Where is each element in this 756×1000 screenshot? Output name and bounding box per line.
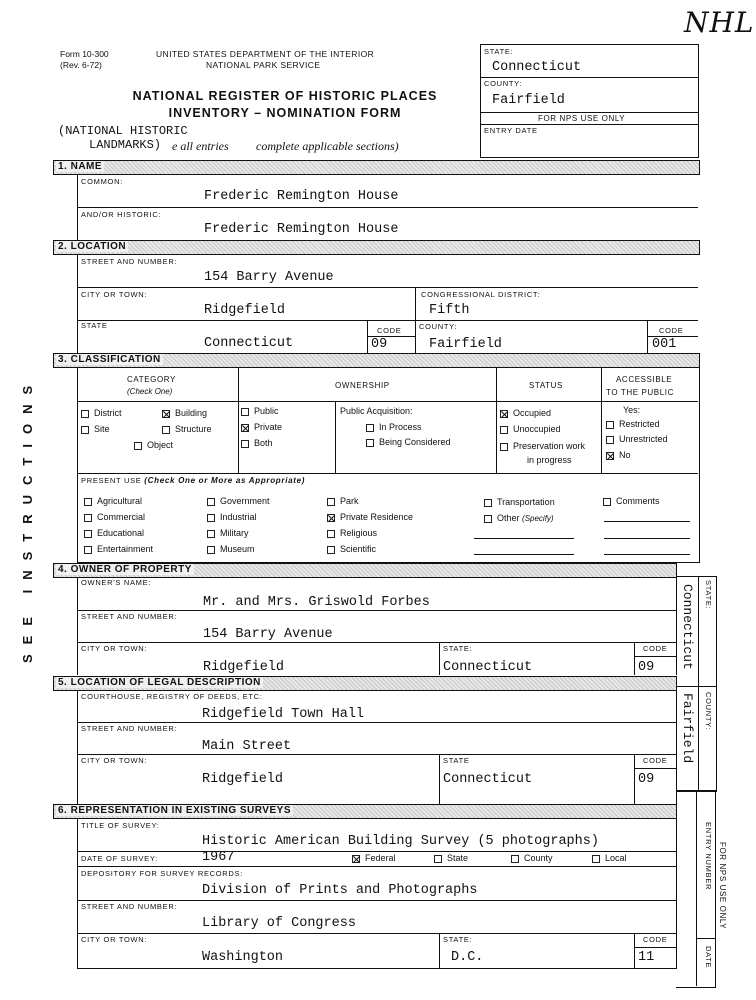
entry-date-label: ENTRY DATE	[484, 126, 538, 135]
common-name[interactable]: Frederic Remington House	[204, 189, 399, 204]
object-checkbox[interactable]: Object	[134, 440, 173, 450]
yes-label: Yes:	[623, 405, 641, 415]
form-title: NATIONAL REGISTER OF HISTORIC PLACES	[132, 89, 438, 103]
use-industrial[interactable]: Industrial	[207, 512, 257, 522]
survey-city[interactable]: Washington	[202, 950, 284, 965]
side-county-label: COUNTY:	[704, 692, 713, 731]
historic-name[interactable]: Frederic Remington House	[204, 222, 399, 237]
legal-city-label: CITY OR TOWN:	[81, 756, 148, 765]
handwritten-note: NHL	[684, 6, 755, 39]
header-county-label: COUNTY:	[484, 79, 523, 88]
legal-code[interactable]: 09	[638, 772, 655, 787]
legal-code-label: CODE	[643, 756, 668, 765]
section-6-header: 6. REPRESENTATION IN EXISTING SURVEYS	[53, 804, 677, 819]
side-county-value: Fairfield	[680, 693, 695, 764]
use-entertainment[interactable]: Entertainment	[84, 544, 153, 554]
county-code[interactable]: 001	[652, 337, 677, 352]
section-3-header: 3. CLASSIFICATION	[53, 353, 700, 368]
loc-county-label: COUNTY:	[419, 322, 458, 331]
occupied-checkbox[interactable]: Occupied	[500, 408, 551, 418]
survey-city-label: CITY OR TOWN:	[81, 935, 148, 944]
owner-code[interactable]: 09	[638, 660, 655, 675]
owner-state-label: STATE:	[443, 644, 473, 653]
loc-state-label: STATE	[81, 321, 108, 330]
common-label: COMMON:	[81, 177, 123, 186]
form-number: Form 10-300	[60, 49, 109, 59]
both-checkbox[interactable]: Both	[241, 438, 273, 448]
survey-date[interactable]: 1967	[202, 850, 235, 865]
county-code-label: CODE	[659, 326, 684, 335]
unoccupied-checkbox[interactable]: Unoccupied	[500, 424, 561, 434]
nhl-stamp-2: LANDMARKS)	[89, 138, 162, 152]
restricted-checkbox[interactable]: Restricted	[606, 419, 660, 429]
owner-code-label: CODE	[643, 644, 668, 653]
use-transportation[interactable]: Transportation	[484, 497, 555, 507]
survey-date-label: DATE OF SURVEY:	[81, 854, 158, 863]
use-military[interactable]: Military	[207, 528, 249, 538]
category-label: CATEGORY	[127, 375, 176, 384]
owner-city-label: CITY OR TOWN:	[81, 644, 148, 653]
loc-city[interactable]: Ridgefield	[204, 303, 286, 318]
form-revision: (Rev. 6-72)	[60, 60, 102, 70]
owner-state[interactable]: Connecticut	[443, 660, 533, 675]
preservation-checkbox[interactable]: Preservation work	[500, 441, 585, 451]
building-checkbox[interactable]: Building	[162, 408, 207, 418]
owner-name[interactable]: Mr. and Mrs. Griswold Forbes	[203, 595, 430, 610]
survey-street[interactable]: Library of Congress	[202, 916, 356, 931]
survey-code[interactable]: 11	[638, 950, 655, 965]
side-state-label: STATE:	[704, 580, 713, 610]
use-museum[interactable]: Museum	[207, 544, 255, 554]
side-date-label: DATE	[704, 946, 713, 969]
use-private-residence[interactable]: Private Residence	[327, 512, 413, 522]
accessible-label: ACCESSIBLE	[616, 375, 673, 384]
use-park[interactable]: Park	[327, 496, 359, 506]
depository[interactable]: Division of Prints and Photographs	[202, 883, 478, 898]
side-nps-only: FOR NPS USE ONLY	[718, 842, 727, 930]
section-5-header: 5. LOCATION OF LEGAL DESCRIPTION	[53, 676, 677, 691]
check-one: (Check One)	[127, 387, 173, 396]
legal-city[interactable]: Ridgefield	[202, 772, 284, 787]
instructions-2: complete applicable sections)	[256, 139, 399, 153]
service: NATIONAL PARK SERVICE	[206, 60, 321, 70]
legal-state-label: STATE	[443, 756, 470, 765]
use-other[interactable]: Other (Specify)	[484, 513, 554, 523]
owner-name-label: OWNER'S NAME:	[81, 578, 152, 587]
loc-county[interactable]: Fairfield	[429, 337, 502, 352]
use-educational[interactable]: Educational	[84, 528, 144, 538]
historic-label: AND/OR HISTORIC:	[81, 210, 162, 219]
use-agricultural[interactable]: Agricultural	[84, 496, 142, 506]
use-religious[interactable]: Religious	[327, 528, 377, 538]
nhl-stamp: (NATIONAL HISTORIC	[58, 124, 188, 138]
side-state-value: Connecticut	[680, 584, 695, 670]
nps-use-only: FOR NPS USE ONLY	[538, 114, 626, 123]
courthouse-label: COURTHOUSE, REGISTRY OF DEEDS, ETC:	[81, 692, 263, 701]
accessible-label-2: TO THE PUBLIC	[606, 388, 674, 397]
county-checkbox[interactable]: County	[511, 853, 553, 863]
legal-street[interactable]: Main Street	[202, 739, 292, 754]
entry-number-label: ENTRY NUMBER	[704, 822, 713, 891]
survey-title[interactable]: Historic American Building Survey (5 photographs)	[202, 834, 599, 849]
local-checkbox[interactable]: Local	[592, 853, 627, 863]
ownership-label: OWNERSHIP	[335, 381, 390, 390]
depository-label: DEPOSITORY FOR SURVEY RECORDS:	[81, 869, 244, 878]
in-progress-label: in progress	[527, 455, 572, 465]
survey-state-label: STATE:	[443, 935, 473, 944]
state-checkbox[interactable]: State	[434, 853, 468, 863]
owner-city[interactable]: Ridgefield	[203, 660, 285, 675]
survey-street-label: STREET AND NUMBER:	[81, 902, 178, 911]
survey-title-label: TITLE OF SURVEY:	[81, 821, 160, 830]
loc-street[interactable]: 154 Barry Avenue	[204, 270, 334, 285]
private-checkbox[interactable]: Private	[241, 422, 282, 432]
section-1-header: 1. NAME	[53, 160, 700, 175]
loc-code-label: CODE	[377, 326, 402, 335]
unrestricted-checkbox[interactable]: Unrestricted	[606, 434, 668, 444]
no-checkbox[interactable]: No	[606, 450, 631, 460]
use-comments[interactable]: Comments	[603, 496, 660, 506]
header-state-label: STATE:	[484, 47, 514, 56]
legal-state[interactable]: Connecticut	[443, 772, 533, 787]
present-use-label: PRESENT USE (Check One or More as Appropriate)	[81, 476, 306, 485]
in-process-checkbox[interactable]: In Process	[366, 422, 422, 432]
loc-code[interactable]: 09	[371, 337, 388, 352]
header-county-value: Fairfield	[492, 93, 565, 108]
courthouse[interactable]: Ridgefield Town Hall	[202, 707, 365, 722]
department: UNITED STATES DEPARTMENT OF THE INTERIOR	[156, 49, 375, 59]
public-acquisition-label: Public Acquisition:	[340, 406, 413, 416]
form-subtitle: INVENTORY – NOMINATION FORM	[168, 106, 402, 120]
see-instructions: SEE INSTRUCTIONS	[20, 375, 35, 663]
instructions-1: e all entries	[172, 139, 229, 153]
section-2-header: 2. LOCATION	[53, 240, 700, 255]
loc-street-label: STREET AND NUMBER:	[81, 257, 178, 266]
district[interactable]: Fifth	[429, 303, 470, 318]
use-government[interactable]: Government	[207, 496, 270, 506]
federal-checkbox[interactable]: Federal	[352, 853, 396, 863]
structure-checkbox[interactable]: Structure	[162, 424, 212, 434]
use-scientific[interactable]: Scientific	[327, 544, 376, 554]
header-state-value: Connecticut	[492, 60, 582, 75]
use-commercial[interactable]: Commercial	[84, 512, 145, 522]
being-considered-checkbox[interactable]: Being Considered	[366, 437, 451, 447]
section-4-header: 4. OWNER OF PROPERTY	[53, 563, 677, 578]
survey-code-label: CODE	[643, 935, 668, 944]
loc-city-label: CITY OR TOWN:	[81, 290, 148, 299]
legal-street-label: STREET AND NUMBER:	[81, 724, 178, 733]
public-checkbox[interactable]: Public	[241, 406, 279, 416]
owner-street-label: STREET AND NUMBER:	[81, 612, 178, 621]
owner-street[interactable]: 154 Barry Avenue	[203, 627, 333, 642]
district-label: CONGRESSIONAL DISTRICT:	[421, 290, 541, 299]
loc-state[interactable]: Connecticut	[204, 336, 294, 351]
status-label: STATUS	[529, 381, 563, 390]
survey-state[interactable]: D.C.	[451, 950, 484, 965]
district-checkbox[interactable]: District	[81, 408, 122, 418]
site-checkbox[interactable]: Site	[81, 424, 110, 434]
